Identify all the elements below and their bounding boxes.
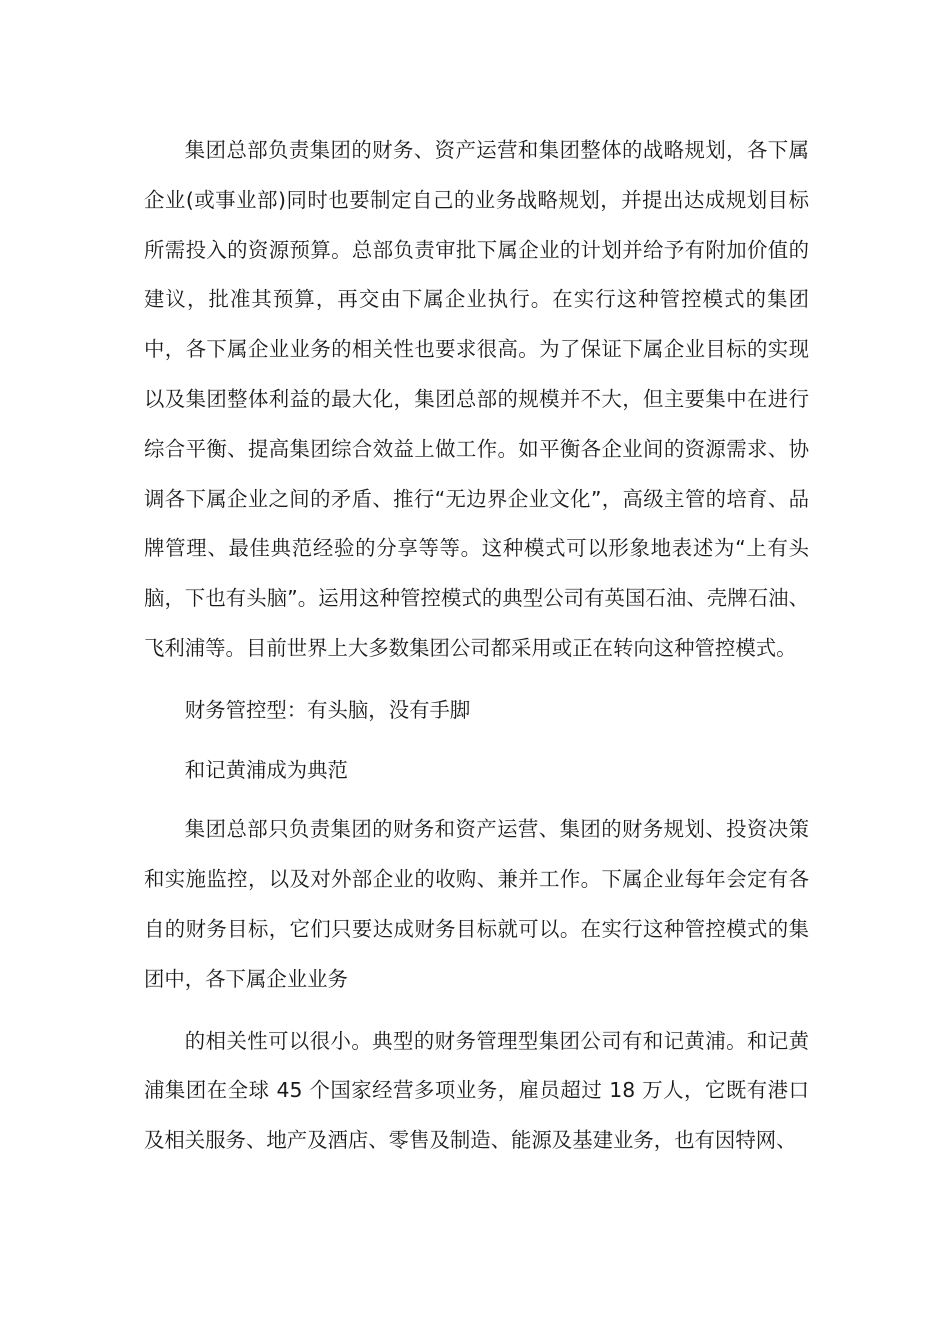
heading-hutchison-example: 和记黄浦成为典范	[184, 757, 348, 782]
paragraph-strategic-control: 集团总部负责集团的财务、资产运营和集团整体的战略规划，各下属企业(或事业部)同时也要制定自己的业务战略规划，并提出达成规划目标所需投入的资源预算。总部负责审批下属企业的计划并给予有附加价值的建议，批准其预算，再交由下属企业执行。在实行这种管控模式的集团中，各下属企业业务的相关性也要求很高。为了保证下属企业目标的实现以及集团整体利益的最大化，集团总部的规模并不大，但主要集中在进行综合平衡、提高集团综合效益上做工作。如平衡各企业间的资源需求、协调各下属企业之间的矛盾、推行“无边界企业文化”，高级主管的培育、品牌管理、最佳典范经验的分享等等。这种模式可以形象地表述为“上有头脑，下也有头脑”。运用这种管控模式的典型公司有英国石油、壳牌石油、飞利浦等。目前世界上大多数集团公司都采用或正在转向这种管控模式。	[144, 138, 809, 660]
document-page	[144, 126, 809, 1166]
heading-financial-control: 财务管控型：有头脑，没有手脚	[184, 697, 471, 722]
paragraph-hutchison: 的相关性可以很小。典型的财务管理型集团公司有和记黄浦。和记黄浦集团在全球 45 个国家经营多项业务，雇员超过 18 万人，它既有港口及相关服务、地产及酒店、零售及制造、能源及基建业务，也有因特网、	[144, 1028, 809, 1153]
paragraph-financial-control: 集团总部只负责集团的财务和资产运营、集团的财务规划、投资决策和实施监控，以及对外部企业的收购、兼并工作。下属企业每年会定有各自的财务目标，它们只要达成财务目标就可以。在实行这种管控模式的集团中，各下属企业业务	[144, 817, 809, 991]
